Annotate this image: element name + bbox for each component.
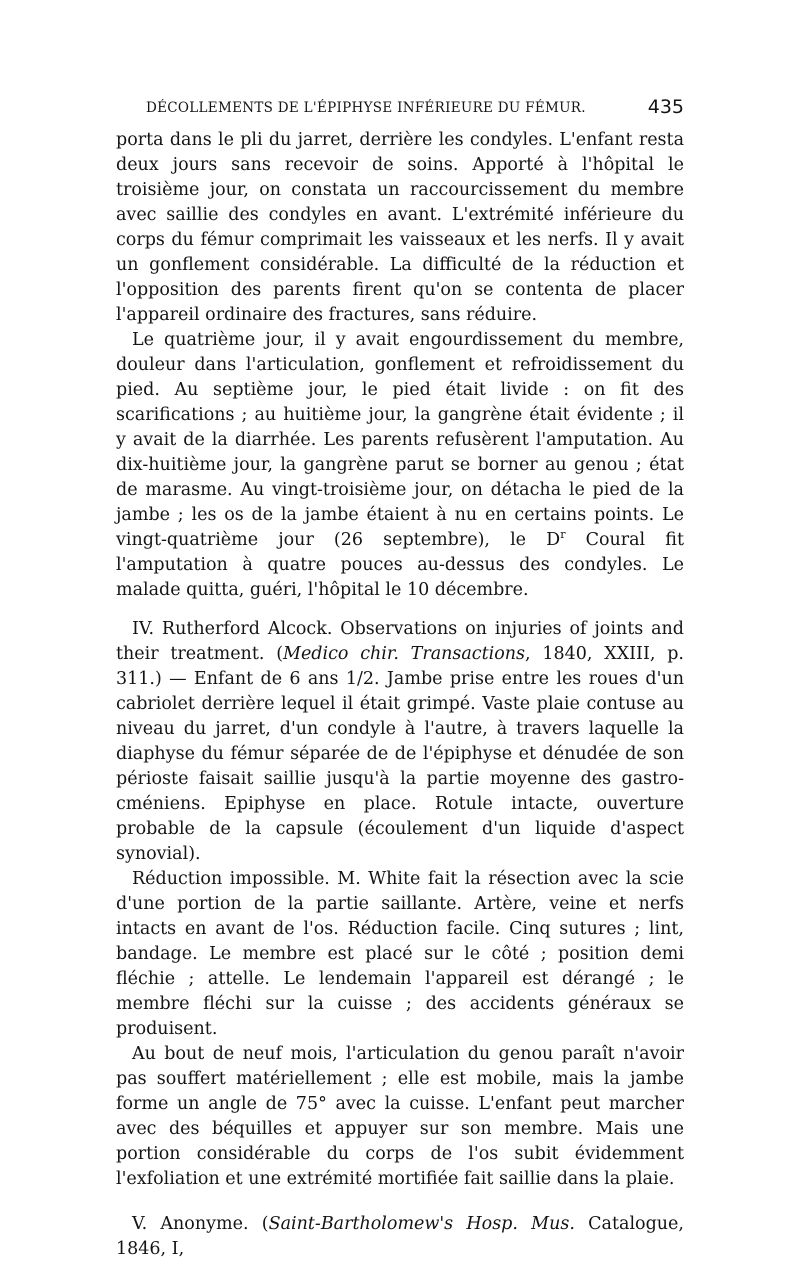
body-text [116, 128, 684, 1262]
paragraph-treatment: Réduction impossible. M. White fait la résection avec la scie d'une portion de la partie saillante. Artère, veine et nerfs intacts en avant de l'os. Réduction facile. Cinq sutures ; lint, bandage. Le membre est placé sur le côté ; position demi fléchie ; attelle. Le lendemain l'appareil est dérangé ; le membre fléchi sur la cuisse ; des accidents généraux se produisent. [116, 869, 684, 1039]
running-title: DÉCOLLEMENTS DE L'ÉPIPHYSE INFÉRIEURE DU FÉMUR. [146, 100, 586, 116]
paragraph-observation-iv [116, 617, 684, 867]
superscript: r [560, 528, 566, 542]
paragraph-case-continuation: porta dans le pli du jarret, derrière les condyles. L'enfant resta deux jours sans recevoir de soins. Apporté à l'hôpital le troisième jour, on constata un raccourcissement du membre avec saillie des condyles en avant. L'extrémité inférieure du corps du fémur comprimait les vaisseaux et les nerfs. Il y avait un gonflement considérable. La difficulté de la réduction et l'opposition des parents firent qu'on se contenta de placer l'appareil ordinaire des fractures, sans réduire. [116, 130, 684, 325]
running-head [116, 96, 684, 122]
paragraph-text: Coural fit l'amputation à quatre pouces au-dessus des condyles. Le malade quitta, guéri, l'hôpital le 10 décembre. [116, 530, 684, 600]
page-number: 435 [647, 96, 684, 118]
observation-author: Rutherford Alcock. Observations on injuries of joints and their treatment. ( [116, 619, 684, 664]
observation-numeral: V. [132, 1214, 148, 1234]
journal-title: Saint-Bartholomew's Hosp. Mus. [268, 1214, 575, 1234]
paragraph-case-course [116, 328, 684, 603]
observation-text: Catalogue, 1846, I, [116, 1214, 684, 1259]
paragraph-outcome: Au bout de neuf mois, l'articulation du genou paraît n'avoir pas souffert matériellement ; elle est mobile, mais la jambe forme un angle de 75° avec la cuisse. L'enfant peut marcher avec des béquilles et appuyer sur son membre. Mais une portion considérable du corps de l'os subit évidemment l'exfoliation et une extrémité mortifiée fait saillie dans la plaie. [116, 1044, 684, 1189]
paragraph-observation-v [116, 1212, 684, 1262]
paragraph-text: Le quatrième jour, il y avait engourdissement du membre, douleur dans l'articulation, gonflement et refroidissement du pied. Au septième jour, le pied était livide : on fit des scarifications ; au huitième jour, la gangrène était évidente ; il y avait de la diarrhée. Les parents refusèrent l'amputation. Au dix-huitième jour, la gangrène parut se borner au genou ; état de marasme. Au vingt-troisième jour, on détacha le pied de la jambe ; les os de la jambe étaient à nu en certains points. Le vingt-quatrième jour (26 septembre), le D [116, 330, 684, 550]
journal-title: Medico chir. Transactions [283, 644, 526, 664]
observation-text: , 1840, XXIII, p. 311.) — Enfant de 6 ans 1/2. Jambe prise entre les roues d'un cabriolet derrière lequel il était grimpé. Vaste plaie contuse au niveau du jarret, d'un condyle à l'autre, à travers laquelle la diaphyse du fémur séparée de de l'épiphyse et dénudée de son périoste faisait saillie jusqu'à la partie moyenne des gastro-cméniens. Epiphyse en place. Rotule intacte, ouverture probable de la capsule (écoulement d'un liquide d'aspect synovial). [116, 644, 684, 864]
observation-author: Anonyme. ( [147, 1214, 269, 1234]
observation-numeral: IV. [132, 619, 155, 639]
